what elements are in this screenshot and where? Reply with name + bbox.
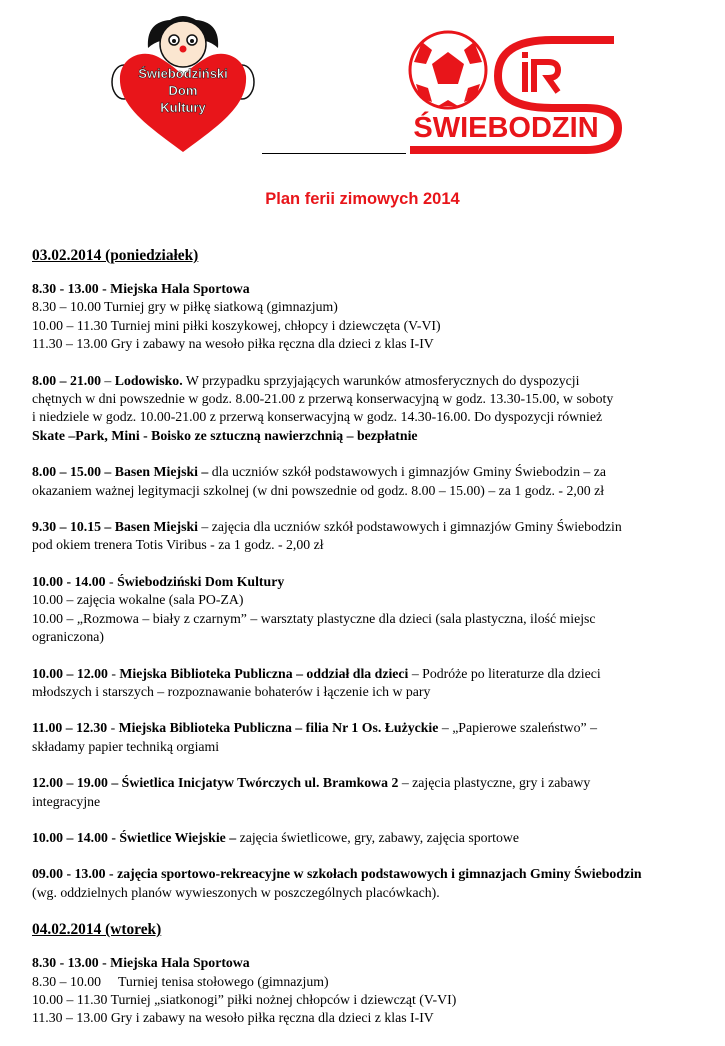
day-heading-2: 04.02.2014 (wtorek) xyxy=(32,921,162,939)
page-title: Plan ferii zimowych 2014 xyxy=(265,190,460,208)
schedule-entry-basen-2: 9.30 – 10.15 – Basen Miejski – zajęcia dla uczniów szkół podstawowych i gimnazjów Gminy Świebodzin pod okiem trenera Totis Viribus - za 1 godz. - 2,00 zł xyxy=(32,519,622,553)
schedule-entry-swietlica-bramkowa: 12.00 – 19.00 – Świetlica Inicjatyw Twórczych ul. Bramkowa 2 – zajęcia plastyczne, gry i zabawy integracyjne xyxy=(32,775,591,809)
schedule-entry-swietlice-wiejskie: 10.00 – 14.00 - Świetlice Wiejskie – zajęcia świetlicowe, gry, zabawy, zajęcia sportowe xyxy=(32,829,519,845)
schedule-entry-hala-1: 8.30 - 13.00 - Miejska Hala Sportowa 8.30 – 10.00 Turniej gry w piłkę siatkową (gimnazjum) 10.00 – 11.30 Turniej mini piłki koszykowej, chłopcy i dziewczęta (V-VI) 11.30 – 13.00 Gry i zabawy na wesoło piłka ręczna dla dzieci z klas I-IV xyxy=(32,281,441,352)
schedule-entry-szkoly: 09.00 - 13.00 - zajęcia sportowo-rekreacyjne w szkołach podstawowych i gimnazjach Gminy Świebodzin (wg. oddzielnych planów wywieszonych w poszczególnych placówkach). xyxy=(32,866,642,900)
sdk-logo-line2: Dom xyxy=(168,83,198,98)
schedule-entry-lodowisko: 8.00 – 21.00 – Lodowisko. W przypadku sprzyjających warunków atmosferycznych do dyspozycji chętnych w dni powszednie w godz. 8.00-21.00 z przerwą konserwacyjną w godz. 13.30-15.00, w soboty i niedziele w godz. 10.00-21.00 z przerwą konserwacyjną w godz. 14.30-16.00. Do dyspozycji również Skate –Park, Mini - Boisko ze sztuczną nawierzchnią – bezpłatnie xyxy=(32,372,614,443)
schedule-entry-biblioteka-filia: 11.00 – 12.30 - Miejska Biblioteka Publiczna – filia Nr 1 Os. Łużyckie – „Papierowe szaleństwo” – składamy papier techniką orgiami xyxy=(32,720,598,754)
schedule-entry-biblioteka-dzieci: 10.00 – 12.00 - Miejska Biblioteka Publiczna – oddział dla dzieci – Podróże po literaturze dla dzieci młodszych i starszych – rozpoznawanie bohaterów i łączenie ich w pary xyxy=(32,665,601,699)
separator-line xyxy=(262,153,406,154)
child-face xyxy=(160,21,206,67)
schedule-entry-basen-1: 8.00 – 15.00 – Basen Miejski – dla uczniów szkół podstawowych i gimnazjów Gminy Świebodzin – za okazaniem ważnej legitymacji szkolnej (w dni powszednie od godz. 8.00 – 15.00) – za 1 godz. - 2,00 zł xyxy=(32,464,607,498)
osir-logo-city: ŚWIEBODZIN xyxy=(413,112,599,144)
sdk-logo-line3: Kultury xyxy=(160,100,206,115)
sdk-logo-line1: Świebodziński xyxy=(138,66,228,81)
schedule-entry-dom-kultury: 10.00 - 14.00 - Świebodziński Dom Kultury 10.00 – zajęcia wokalne (sala PO-ZA) 10.00 – „Rozmowa – biały z czarnym” – warsztaty plastyczne dla dzieci (sala plastyczna, ilość miejsc ograniczona) xyxy=(32,573,596,645)
day-heading-1: 03.02.2014 (poniedziałek) xyxy=(32,247,199,264)
sdk-logo xyxy=(108,14,258,154)
schedule-content xyxy=(32,246,692,1046)
schedule-entry-hala-2: 8.30 - 13.00 - Miejska Hala Sportowa 8.30 – 10.00 Turniej tenisa stołowego (gimnazjum) 10.00 – 11.30 Turniej „siatkonogi” piłki nożnej chłopców i dziewcząt (V-VI) 11.30 – 13.00 Gry i zabawy na wesoło piłka ręczna dla dzieci z klas I-IV xyxy=(32,955,457,1026)
osir-logo xyxy=(402,24,624,154)
